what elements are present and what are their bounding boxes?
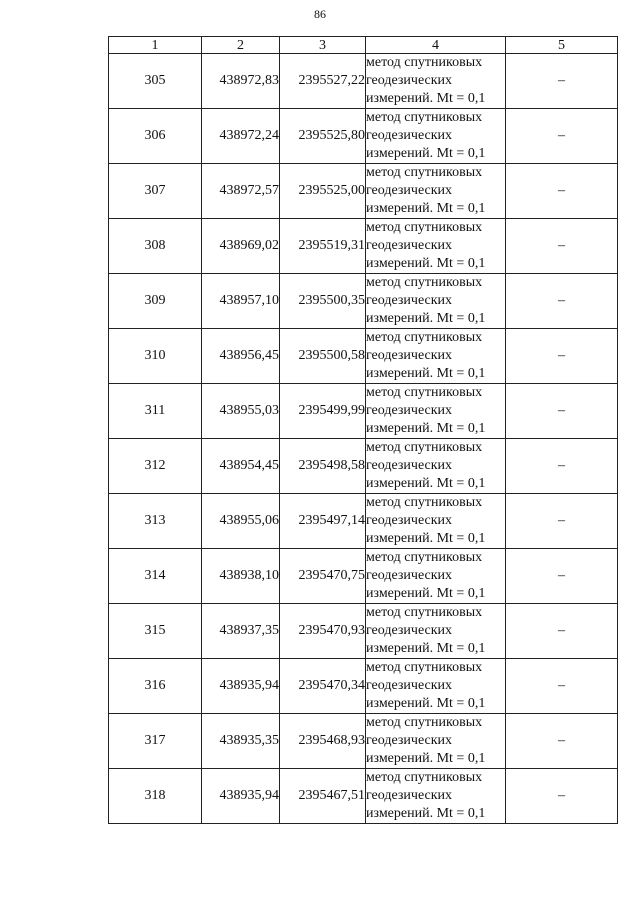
method-line: измерений. Mt = 0,1 bbox=[366, 806, 486, 821]
method-cell bbox=[366, 769, 506, 824]
method-cell bbox=[366, 439, 506, 494]
column-header-3: 3 bbox=[280, 37, 366, 54]
method-cell bbox=[366, 714, 506, 769]
method-line: геодезических bbox=[366, 513, 453, 528]
coordinate-y-cell: 2395498,58 bbox=[280, 439, 366, 494]
point-number-cell: 313 bbox=[109, 494, 202, 549]
column-header-2: 2 bbox=[202, 37, 280, 54]
method-line: метод спутниковых bbox=[366, 330, 483, 345]
coordinate-x-cell: 438935,94 bbox=[202, 659, 280, 714]
note-cell: – bbox=[506, 714, 618, 769]
point-number-cell: 307 bbox=[109, 164, 202, 219]
coordinate-y-cell: 2395468,93 bbox=[280, 714, 366, 769]
point-number-cell: 305 bbox=[109, 54, 202, 109]
method-cell bbox=[366, 604, 506, 659]
table-row bbox=[109, 219, 618, 274]
table-row bbox=[109, 164, 618, 219]
coordinate-y-cell: 2395519,31 bbox=[280, 219, 366, 274]
coordinate-y-cell: 2395525,80 bbox=[280, 109, 366, 164]
coordinate-x-cell: 438972,57 bbox=[202, 164, 280, 219]
column-header-4: 4 bbox=[366, 37, 506, 54]
method-line: метод спутниковых bbox=[366, 715, 483, 730]
method-cell bbox=[366, 384, 506, 439]
point-number-cell: 309 bbox=[109, 274, 202, 329]
coordinate-y-cell: 2395500,35 bbox=[280, 274, 366, 329]
point-number-cell: 317 bbox=[109, 714, 202, 769]
coordinate-y-cell: 2395499,99 bbox=[280, 384, 366, 439]
header-row bbox=[109, 37, 618, 54]
method-line: метод спутниковых bbox=[366, 275, 483, 290]
coordinate-x-cell: 438954,45 bbox=[202, 439, 280, 494]
coordinate-x-cell: 438935,94 bbox=[202, 769, 280, 824]
method-cell bbox=[366, 659, 506, 714]
page-number: 86 bbox=[314, 7, 326, 21]
method-line: метод спутниковых bbox=[366, 495, 483, 510]
point-number-cell: 312 bbox=[109, 439, 202, 494]
note-cell: – bbox=[506, 274, 618, 329]
note-cell: – bbox=[506, 769, 618, 824]
coordinate-y-cell: 2395497,14 bbox=[280, 494, 366, 549]
method-line: геодезических bbox=[366, 403, 453, 418]
point-number-cell: 310 bbox=[109, 329, 202, 384]
note-cell: – bbox=[506, 219, 618, 274]
method-line: геодезических bbox=[366, 293, 453, 308]
coordinate-y-cell: 2395527,22 bbox=[280, 54, 366, 109]
table-row bbox=[109, 109, 618, 164]
coordinate-x-cell: 438955,03 bbox=[202, 384, 280, 439]
table-header bbox=[109, 37, 618, 54]
coordinate-x-cell: 438969,02 bbox=[202, 219, 280, 274]
method-line: измерений. Mt = 0,1 bbox=[366, 641, 486, 656]
table-row bbox=[109, 384, 618, 439]
coordinate-x-cell: 438955,06 bbox=[202, 494, 280, 549]
method-line: метод спутниковых bbox=[366, 110, 483, 125]
method-cell bbox=[366, 219, 506, 274]
method-line: метод спутниковых bbox=[366, 550, 483, 565]
method-line: метод спутниковых bbox=[366, 385, 483, 400]
point-number-cell: 318 bbox=[109, 769, 202, 824]
method-line: метод спутниковых bbox=[366, 55, 483, 70]
table-body bbox=[109, 54, 618, 824]
point-number-cell: 314 bbox=[109, 549, 202, 604]
method-line: метод спутниковых bbox=[366, 220, 483, 235]
coordinate-x-cell: 438935,35 bbox=[202, 714, 280, 769]
method-line: метод спутниковых bbox=[366, 165, 483, 180]
table-row bbox=[109, 604, 618, 659]
note-cell: – bbox=[506, 659, 618, 714]
method-cell bbox=[366, 549, 506, 604]
coordinates-table bbox=[108, 36, 618, 824]
note-cell: – bbox=[506, 549, 618, 604]
method-line: измерений. Mt = 0,1 bbox=[366, 366, 486, 381]
point-number-cell: 315 bbox=[109, 604, 202, 659]
method-line: геодезических bbox=[366, 458, 453, 473]
coordinate-y-cell: 2395470,34 bbox=[280, 659, 366, 714]
method-cell bbox=[366, 164, 506, 219]
point-number-cell: 316 bbox=[109, 659, 202, 714]
coordinate-x-cell: 438956,45 bbox=[202, 329, 280, 384]
point-number-cell: 311 bbox=[109, 384, 202, 439]
method-line: геодезических bbox=[366, 348, 453, 363]
method-line: метод спутниковых bbox=[366, 440, 483, 455]
coordinate-y-cell: 2395470,93 bbox=[280, 604, 366, 659]
table-row bbox=[109, 659, 618, 714]
coordinate-y-cell: 2395467,51 bbox=[280, 769, 366, 824]
method-line: измерений. Mt = 0,1 bbox=[366, 586, 486, 601]
note-cell: – bbox=[506, 604, 618, 659]
note-cell: – bbox=[506, 439, 618, 494]
method-line: геодезических bbox=[366, 623, 453, 638]
method-cell bbox=[366, 274, 506, 329]
method-line: геодезических bbox=[366, 678, 453, 693]
method-line: геодезических bbox=[366, 128, 453, 143]
coordinate-y-cell: 2395470,75 bbox=[280, 549, 366, 604]
point-number-cell: 308 bbox=[109, 219, 202, 274]
note-cell: – bbox=[506, 54, 618, 109]
method-line: геодезических bbox=[366, 183, 453, 198]
table-row bbox=[109, 274, 618, 329]
method-line: измерений. Mt = 0,1 bbox=[366, 91, 486, 106]
table-row bbox=[109, 439, 618, 494]
table-row bbox=[109, 329, 618, 384]
method-line: измерений. Mt = 0,1 bbox=[366, 696, 486, 711]
method-line: геодезических bbox=[366, 568, 453, 583]
note-cell: – bbox=[506, 384, 618, 439]
coordinate-x-cell: 438937,35 bbox=[202, 604, 280, 659]
method-line: измерений. Mt = 0,1 bbox=[366, 256, 486, 271]
method-line: измерений. Mt = 0,1 bbox=[366, 751, 486, 766]
method-cell bbox=[366, 494, 506, 549]
note-cell: – bbox=[506, 329, 618, 384]
point-number-cell: 306 bbox=[109, 109, 202, 164]
coordinate-x-cell: 438972,83 bbox=[202, 54, 280, 109]
coordinate-x-cell: 438972,24 bbox=[202, 109, 280, 164]
note-cell: – bbox=[506, 109, 618, 164]
column-header-5: 5 bbox=[506, 37, 618, 54]
method-line: измерений. Mt = 0,1 bbox=[366, 146, 486, 161]
method-line: геодезических bbox=[366, 788, 453, 803]
method-line: измерений. Mt = 0,1 bbox=[366, 476, 486, 491]
coordinate-x-cell: 438938,10 bbox=[202, 549, 280, 604]
table-row bbox=[109, 494, 618, 549]
method-line: геодезических bbox=[366, 238, 453, 253]
method-line: метод спутниковых bbox=[366, 605, 483, 620]
method-line: метод спутниковых bbox=[366, 770, 483, 785]
coordinate-x-cell: 438957,10 bbox=[202, 274, 280, 329]
method-line: геодезических bbox=[366, 733, 453, 748]
table-row bbox=[109, 714, 618, 769]
table-row bbox=[109, 549, 618, 604]
method-line: измерений. Mt = 0,1 bbox=[366, 531, 486, 546]
table-row bbox=[109, 54, 618, 109]
method-cell bbox=[366, 54, 506, 109]
method-line: геодезических bbox=[366, 73, 453, 88]
method-cell bbox=[366, 109, 506, 164]
coordinate-y-cell: 2395500,58 bbox=[280, 329, 366, 384]
note-cell: – bbox=[506, 494, 618, 549]
note-cell: – bbox=[506, 164, 618, 219]
coordinate-y-cell: 2395525,00 bbox=[280, 164, 366, 219]
method-line: измерений. Mt = 0,1 bbox=[366, 421, 486, 436]
column-header-1: 1 bbox=[109, 37, 202, 54]
method-line: измерений. Mt = 0,1 bbox=[366, 201, 486, 216]
method-cell bbox=[366, 329, 506, 384]
method-line: измерений. Mt = 0,1 bbox=[366, 311, 486, 326]
table-row bbox=[109, 769, 618, 824]
method-line: метод спутниковых bbox=[366, 660, 483, 675]
